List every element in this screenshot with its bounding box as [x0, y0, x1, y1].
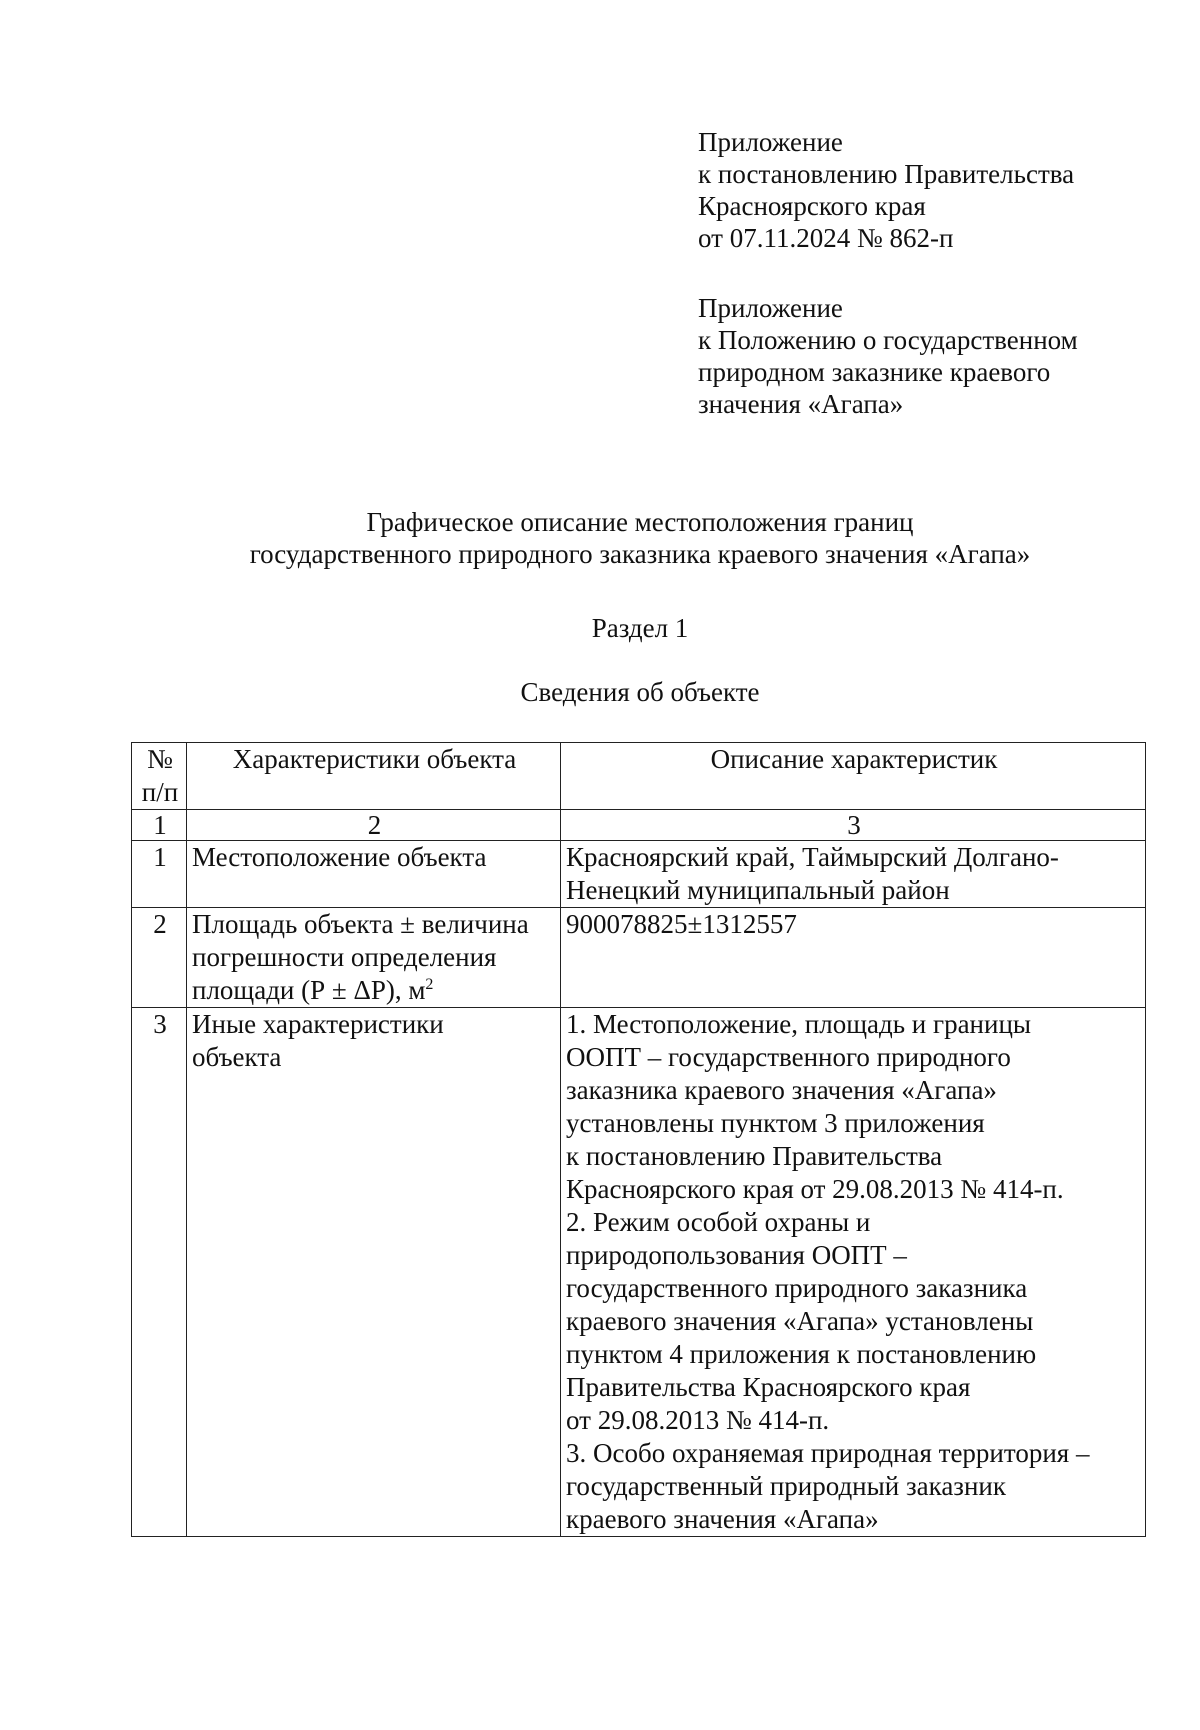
description-cell: Красноярский край, Таймырский Долгано- Ненецкий муниципальный район [561, 841, 1146, 908]
subsection-heading: Сведения об объекте [520, 677, 760, 707]
row-number-cell: 1 [132, 841, 187, 908]
header-cell-number: № п/п [132, 743, 187, 810]
characteristic-cell: Площадь объекта ± величина погрешности определения площади (Р ± ΔР), $м^2$ [187, 908, 561, 1008]
title-line: государственного природного заказника краевого значения «Агапа» [249, 539, 1031, 569]
description-cell: 900078825±1312557 [561, 908, 1146, 1008]
annex-line: от 07.11.2024 № 862-п [698, 223, 954, 253]
column-number-cell: 2 [187, 810, 561, 841]
table-row [132, 1008, 1146, 1537]
table-header-row [132, 743, 1146, 810]
annex-line: Красноярского края [698, 191, 926, 221]
annex-line: Приложение [698, 127, 843, 157]
table-column-numbers-row [132, 810, 1146, 841]
header-cell-characteristic: Характеристики объекта [187, 743, 561, 810]
column-number-cell: 3 [561, 810, 1146, 841]
table-row [132, 908, 1146, 1008]
document-title [0, 506, 1200, 570]
section-heading: Раздел 1 [591, 613, 689, 643]
characteristic-cell: Иные характеристики объекта [187, 1008, 561, 1537]
annex-line: к Положению о государственном [698, 325, 1078, 355]
annex-header-decree [698, 126, 1178, 254]
table-row [132, 841, 1146, 908]
annex-line: природном заказнике краевого [698, 357, 1051, 387]
characteristic-cell: Местоположение объекта [187, 841, 561, 908]
annex-line: к постановлению Правительства [698, 159, 1075, 189]
title-line: Графическое описание местоположения границ [366, 507, 914, 537]
column-number-cell: 1 [132, 810, 187, 841]
row-number-cell: 3 [132, 1008, 187, 1537]
annex-header-regulation [698, 292, 1178, 420]
row-number-cell: 2 [132, 908, 187, 1008]
annex-line: значения «Агапа» [698, 389, 904, 419]
header-cell-description: Описание характеристик [561, 743, 1146, 810]
annex-line: Приложение [698, 293, 843, 323]
description-cell: 1. Местоположение, площадь и границы ООПТ – государственного природного заказника краевого значения «Агапа» установлены пунктом 3 приложения к постановлению Правительства Красноярского края от 29.08.2013 № 414-п. 2. Режим особой охраны и природопользования ООПТ – государственного природного заказника краевого значения «Агапа» установлены пунктом 4 приложения к постановлению Правительства Красноярского края от 29.08.2013 № 414-п. 3. Особо охраняемая природная территория – государственный природный заказник краевого значения «Агапа» [561, 1008, 1146, 1537]
object-info-table [131, 742, 1146, 1537]
